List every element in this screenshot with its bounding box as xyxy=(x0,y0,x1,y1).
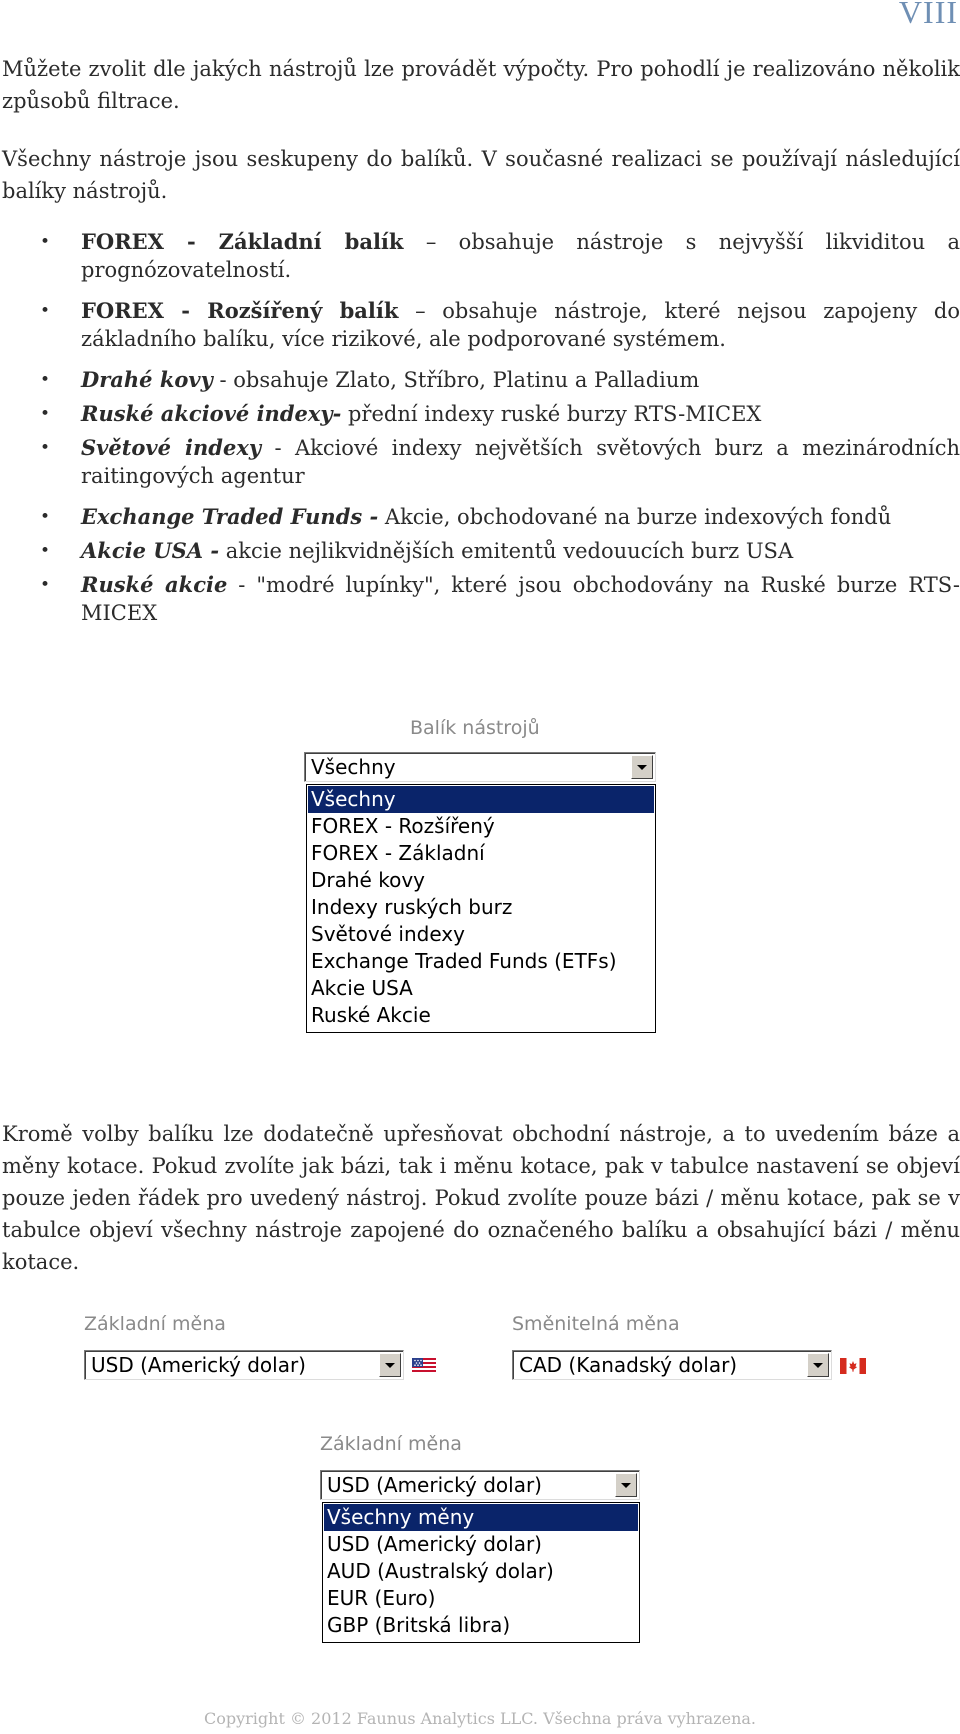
chevron-down-icon[interactable] xyxy=(379,1353,401,1377)
bullet-head: FOREX - Rozšířený balík xyxy=(81,298,399,323)
list-item xyxy=(0,228,960,284)
package-list xyxy=(0,228,960,640)
bullet-text: přední indexy ruské burzy RTS-MICEX xyxy=(341,402,762,426)
intro-paragraph-1: Můžete zvolit dle jakých nástrojů lze provádět výpočty. Pro pohodlí je realizováno několik způsobů filtrace. xyxy=(2,57,960,113)
list-item xyxy=(0,571,960,627)
dropdown-option[interactable]: Ruské Akcie xyxy=(311,1003,431,1027)
bullet-text: Akcie, obchodované na burze indexových fondů xyxy=(378,505,892,529)
package-label: Balík nástrojů xyxy=(410,717,540,739)
package-select-value: Všechny xyxy=(311,755,396,779)
bullet-head: FOREX - Základní balík xyxy=(81,229,404,254)
base-currency-value: USD (Americký dolar) xyxy=(91,1353,306,1377)
dropdown-option[interactable]: Drahé kovy xyxy=(311,868,425,892)
bullet-text: – obsahuje nástroje s nejvyšší likviditou a prognózovatelností. xyxy=(81,230,960,282)
dropdown-option[interactable]: EUR (Euro) xyxy=(327,1586,436,1610)
chevron-down-icon[interactable] xyxy=(631,755,653,779)
dropdown-option[interactable]: AUD (Australský dolar) xyxy=(327,1559,554,1583)
quote-currency-label: Směnitelná měna xyxy=(512,1313,680,1335)
base-currency-open-select[interactable] xyxy=(320,1470,640,1500)
list-item xyxy=(0,366,960,394)
page-number: VIII xyxy=(898,0,958,30)
bullet-text: - Akciové indexy největších světových burz a mezinárodních raitingových agentur xyxy=(81,436,960,488)
dropdown-option[interactable]: FOREX - Základní xyxy=(311,841,485,865)
quote-currency-select[interactable] xyxy=(512,1350,832,1380)
currency-dropdown xyxy=(322,1502,640,1643)
dropdown-option[interactable]: Všechny xyxy=(308,786,654,813)
package-dropdown xyxy=(306,784,656,1033)
bullet-text: - obsahuje Zlato, Stříbro, Platinu a Palladium xyxy=(212,368,700,392)
base-currency-open-value: USD (Americký dolar) xyxy=(327,1473,542,1497)
dropdown-option[interactable]: FOREX - Rozšířený xyxy=(311,814,495,838)
dropdown-option[interactable]: Akcie USA xyxy=(311,976,413,1000)
bullet-head: Ruské akcie xyxy=(81,572,228,597)
bullet-head: Akcie USA - xyxy=(81,538,220,563)
bullet-text: - "modré lupínky", které jsou obchodovány na Ruské burze RTS-MICEX xyxy=(81,573,960,625)
dropdown-option[interactable]: GBP (Britská libra) xyxy=(327,1613,511,1637)
base-currency-label: Základní měna xyxy=(84,1313,226,1335)
intro-paragraph-2: Všechny nástroje jsou seskupeny do balíků. V současné realizaci se používají následující balíky nástrojů. xyxy=(2,147,960,203)
bullet-text: – obsahuje nástroje, které nejsou zapojeny do základního balíku, více rizikové, ale podporované systémem. xyxy=(81,299,960,351)
bullet-text: akcie nejlikvidnějších emitentů vedouucích burz USA xyxy=(219,539,794,563)
quote-currency-value: CAD (Kanadský dolar) xyxy=(519,1353,738,1377)
base-currency-open-label: Základní měna xyxy=(320,1433,462,1455)
ca-flag-icon xyxy=(840,1358,866,1374)
list-item xyxy=(0,297,960,353)
dropdown-option[interactable]: Indexy ruských burz xyxy=(311,895,513,919)
chevron-down-icon[interactable] xyxy=(807,1353,829,1377)
list-item xyxy=(0,503,960,531)
list-item xyxy=(0,537,960,565)
us-flag-icon xyxy=(412,1358,436,1374)
bullet-head: Exchange Traded Funds - xyxy=(81,504,379,529)
footer-copyright: Copyright © 2012 Faunus Analytics LLC. Všechna práva vyhrazena. xyxy=(203,1709,756,1728)
chevron-down-icon[interactable] xyxy=(615,1473,637,1497)
list-item xyxy=(0,434,960,490)
dropdown-option[interactable]: Světové indexy xyxy=(311,922,465,946)
body-paragraph: Kromě volby balíku lze dodatečně upřesňovat obchodní nástroje, a to uvedením báze a měny kotace. Pokud zvolíte jak bázi, tak i měnu kotace, pak v tabulce nastavení se objeví pouze jeden řádek pro uvedený nástroj. Pokud zvolíte pouze bázi / měnu kotace, pak se v tabulce objeví všechny nástroje zapojené do označeného balíku a obsahující bázi / měnu kotace. xyxy=(2,1122,960,1274)
list-item xyxy=(0,400,960,428)
package-select[interactable] xyxy=(304,752,656,782)
bullet-head: Světové indexy xyxy=(81,435,262,460)
dropdown-option[interactable]: USD (Americký dolar) xyxy=(327,1532,542,1556)
bullet-head: Ruské akciové indexy- xyxy=(81,401,342,426)
bullet-head: Drahé kovy xyxy=(81,367,213,392)
base-currency-select[interactable] xyxy=(84,1350,404,1380)
dropdown-option[interactable]: Všechny měny xyxy=(324,1504,638,1531)
dropdown-option[interactable]: Exchange Traded Funds (ETFs) xyxy=(311,949,617,973)
